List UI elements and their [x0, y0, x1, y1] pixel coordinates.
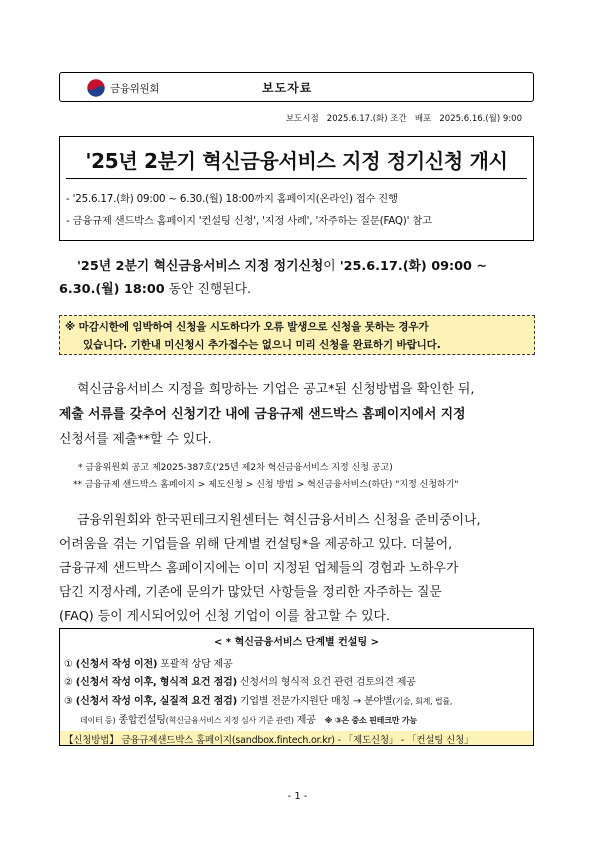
- para3-line-1: 금융위원회와 한국핀테크지원센터는 혁신금융서비스 신청을 준비중이나,: [77, 513, 481, 528]
- distribution-label: 배포: [414, 114, 432, 124]
- consulting-title: < * 혁신금융서비스 단계별 컨설팅 >: [214, 637, 379, 648]
- para2-line-1: 혁신금융서비스 지정을 희망하는 기업은 공고*된 신청방법을 확인한 뒤,: [77, 382, 475, 397]
- para3-line-3: 금융규제 샌드박스 홈페이지에는 이미 지정된 업체들의 경험과 노하우가: [59, 561, 459, 576]
- footnote-2: ** 금융규제 샌드박스 홈페이지 > 제도신청 > 신청 방법 > 혁신금융서비스(하단) "지정 신청하기": [73, 480, 459, 490]
- government-emblem-icon: [86, 78, 106, 98]
- consulting-item-1: ① (신청서 작성 이전) 포괄적 상담 제공: [64, 659, 233, 670]
- org-name: 금융위원회: [110, 83, 160, 95]
- para3-line-5: (FAQ) 등이 게시되어있어 신청 기업이 이를 참고할 수 있다.: [59, 609, 390, 624]
- footnote-1: * 금융위원회 공고 제2025-387호('25년 제2차 혁신금융서비스 지정 신청 공고): [78, 463, 393, 473]
- release-label: 보도시점: [285, 114, 319, 124]
- summary-bullet-2: - 금융규제 샌드박스 홈페이지 '컨설팅 신청', '지정 사례', '자주하는 질문(FAQ)' 참고: [66, 215, 432, 227]
- consulting-item-2: ② (신청서 작성 이후, 형식적 요건 점검) 신청서의 형식적 요건 관련 검토의견 제공: [64, 677, 416, 688]
- page-title: '25년 2분기 혁신금융서비스 지정 정기신청 개시: [85, 149, 508, 173]
- para2-line-2: 제출 서류를 갖추어 신청기간 내에 금융규제 샌드박스 홈페이지에서 지정: [59, 407, 466, 422]
- distribution-value: 2025.6.16.(월) 9:00: [439, 114, 522, 124]
- doc-type: 보도자료: [262, 81, 313, 95]
- warning-line-2: 있습니다. 기한내 미신청시 추가접수는 없으니 미리 신청을 완료하기 바랍니다.: [83, 339, 441, 351]
- release-value: 2025.6.17.(화) 조간: [326, 114, 407, 124]
- intro-line-2: 6.30.(월) 18:00 동안 진행된다.: [59, 282, 252, 297]
- apply-method: 【신청방법】 금융규제샌드박스 홈페이지(sandbox.fintech.or.kr) - 「제도신청」 - 「컨설팅 신청」: [64, 735, 474, 746]
- release-meta: [0, 112, 522, 124]
- consulting-item-3: ③ (신청서 작성 이후, 실질적 요건 점검) 기업별 전문가지원단 매칭 → 분야별(기술, 회계, 법률,: [64, 696, 453, 707]
- para3-line-4: 담긴 지정사례, 기존에 문의가 많았던 사항들을 정리한 자주하는 질문: [59, 585, 442, 600]
- summary-bullet-1: - '25.6.17.(화) 09:00 ~ 6.30.(월) 18:00까지 홈페이지(온라인) 접수 진행: [66, 193, 398, 205]
- para2-line-3: 신청서를 제출**할 수 있다.: [59, 432, 212, 447]
- consulting-item-3-cont: 데이터 등) 종합컨설팅(혁신금융서비스 지정 심사 기준 관련) 제공 ※ ③은 중소 핀테크만 가능: [80, 715, 417, 726]
- title-divider: [66, 178, 527, 179]
- warning-line-1: ※ 마감시한에 임박하여 신청을 시도하다가 오류 발생으로 신청을 못하는 경우가: [65, 321, 429, 333]
- para3-line-2: 어려움을 겪는 기업들을 위해 단계별 컨설팅*을 제공하고 있다. 더불어,: [59, 537, 453, 552]
- intro-line-1: '25년 2분기 혁신금융서비스 지정 정기신청이 '25.6.17.(화) 09:00 ~: [77, 259, 488, 274]
- page-number: - 1 -: [287, 791, 308, 802]
